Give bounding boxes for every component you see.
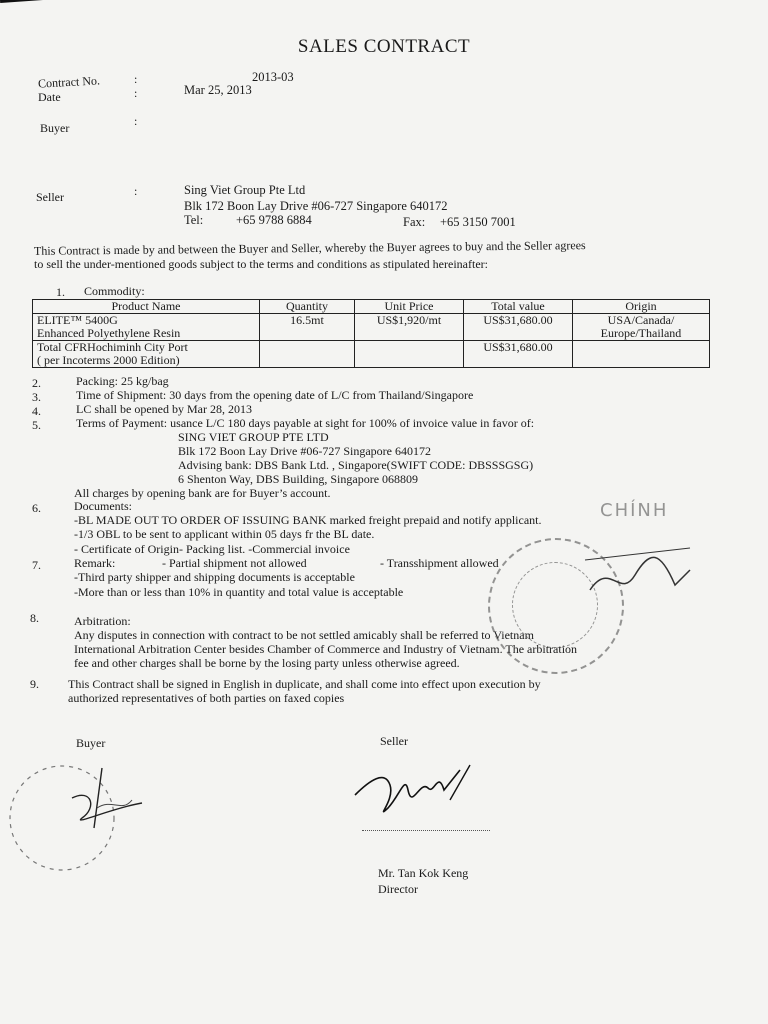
total-label-line-1: Total CFRHochiminh City Port (37, 340, 188, 354)
cell-grand-total: US$31,680.00 (464, 341, 573, 368)
clause-2-packing: Packing: 25 kg/bag (76, 374, 169, 388)
seller-representative-name: Mr. Tan Kok Keng (378, 866, 469, 880)
header-unit-price: Unit Price (355, 300, 464, 314)
remark-tolerance: -More than or less than 10% in quantity and total value is acceptable (74, 585, 404, 599)
clause-4-lc: LC shall be opened by Mar 28, 2013 (76, 402, 252, 416)
arbitration-line-2: International Arbitration Center besides Chamber of Commerce and Industry of Vietnam. The arbitration (74, 642, 578, 656)
document-title: SALES CONTRACT (297, 36, 471, 57)
product-description: Enhanced Polyethylene Resin (37, 326, 181, 340)
remark-third-party: -Third party shipper and shipping documents is acceptable (74, 570, 355, 584)
beneficiary-address: Blk 172 Boon Lay Drive #06-727 Singapore 640172 (178, 444, 431, 458)
seller-tel-label: Tel: (184, 213, 204, 227)
scan-artifact (0, 0, 48, 3)
clause-7-label: Remark: (74, 556, 116, 570)
intro-line-1: This Contract is made by and between the Buyer and Seller, whereby the Buyer agrees to buy and the Seller agrees (33, 238, 586, 258)
commodity-label: Commodity: (84, 284, 145, 298)
stamp-signature-stroke (580, 540, 700, 620)
cell-empty (355, 341, 464, 368)
cell-total-value: US$31,680.00 (464, 314, 573, 341)
seller-address: Blk 172 Boon Lay Drive #06-727 Singapore 640172 (184, 199, 448, 213)
seller-colon: : (134, 184, 138, 198)
seller-signature (350, 760, 480, 830)
date-label: Date (38, 90, 61, 104)
buyer-signature-label: Buyer (76, 736, 106, 750)
header-total-value: Total value (464, 300, 573, 314)
commodity-table (32, 299, 710, 368)
clause-3-number: 3. (32, 390, 41, 404)
seller-fax: +65 3150 7001 (440, 215, 516, 229)
documents-obl: -1/3 OBL to be sent to applicant within 05 days fr the BL date. (74, 527, 375, 541)
bank-charges: All charges by opening bank are for Buyer’s account. (74, 486, 331, 500)
clause-9-line-2: authorized representatives of both parties on faxed copies (68, 691, 345, 705)
intro-line-2: to sell the under-mentioned goods subject to the terms and conditions as stipulated hereinafter: (34, 257, 488, 271)
clause-9-line-1: This Contract shall be signed in English in duplicate, and shall come into effect upon execution by (68, 677, 541, 691)
advising-bank: Advising bank: DBS Bank Ltd. , Singapore(SWIFT CODE: DBSSSGSG) (178, 458, 534, 472)
cell-empty (573, 341, 710, 368)
product-name: ELITE™ 5400G (37, 313, 118, 327)
contract-no-colon: : (134, 72, 138, 86)
table-total-row (33, 341, 710, 368)
origin-line-2: Europe/Thailand (600, 326, 682, 340)
seller-signature-label: Seller (380, 734, 408, 748)
documents-certificates: - Certificate of Origin- Packing list. -Commercial invoice (74, 542, 350, 556)
clause-2-number: 2. (32, 376, 41, 390)
total-label-line-2: ( per Incoterms 2000 Edition) (37, 353, 180, 367)
header-origin: Origin (573, 300, 710, 314)
cell-total-label (33, 341, 260, 368)
clause-6-number: 6. (32, 501, 41, 515)
clause-9-number: 9. (30, 677, 39, 691)
table-row (33, 314, 710, 341)
seller-representative-title: Director (378, 882, 418, 896)
documents-bl: -BL MADE OUT TO ORDER OF ISSUING BANK marked freight prepaid and notify applicant. (74, 513, 542, 527)
arbitration-line-1: Any disputes in connection with contract to be not settled amicably shall be referred to Vietnam (74, 628, 534, 642)
arbitration-line-3: fee and other charges shall be borne by the losing party unless otherwise agreed. (74, 656, 460, 670)
bank-address: 6 Shenton Way, DBS Building, Singapore 068809 (178, 472, 419, 486)
cell-quantity: 16.5mt (260, 314, 355, 341)
cell-product (33, 314, 260, 341)
remark-transshipment: - Transshipment allowed (380, 556, 499, 570)
clause-4-number: 4. (32, 404, 41, 418)
cell-origin (573, 314, 710, 341)
date-colon: : (134, 86, 138, 100)
signature-line (362, 830, 490, 831)
date-value: Mar 25, 2013 (184, 83, 252, 97)
commodity-number: 1. (56, 285, 65, 299)
clause-5-payment: Terms of Payment: usance L/C 180 days payable at sight for 100% of invoice value in favor of: (76, 416, 535, 430)
clause-5-number: 5. (32, 418, 41, 432)
buyer-signature (2, 758, 152, 878)
seller-name: Sing Viet Group Pte Ltd (184, 183, 306, 197)
table-header-row (33, 300, 710, 314)
seller-fax-label: Fax: (403, 215, 426, 229)
cell-unit-price: US$1,920/mt (355, 314, 464, 341)
seller-label: Seller (36, 190, 64, 204)
contract-no-value: 2013-03 (252, 70, 294, 84)
buyer-colon: : (134, 114, 138, 128)
cell-empty (260, 341, 355, 368)
clause-3-shipment: Time of Shipment: 30 days from the opening date of L/C from Thailand/Singapore (76, 388, 474, 402)
clause-6-documents: Documents: (74, 499, 132, 513)
buyer-label: Buyer (40, 121, 70, 135)
clause-7-number: 7. (32, 558, 41, 572)
seller-tel: +65 9788 6884 (236, 213, 312, 227)
remark-partial-shipment: - Partial shipment not allowed (162, 556, 307, 570)
clause-8-arbitration: Arbitration: (74, 614, 131, 628)
contract-no-label: Contract No. (37, 73, 101, 91)
origin-line-1: USA/Canada/ (607, 313, 675, 327)
header-product-name: Product Name (33, 300, 260, 314)
clause-8-number: 8. (30, 611, 39, 625)
header-quantity: Quantity (260, 300, 355, 314)
stamp-text-fragment: CHÍNH (600, 500, 669, 521)
beneficiary-name: SING VIET GROUP PTE LTD (178, 430, 329, 444)
